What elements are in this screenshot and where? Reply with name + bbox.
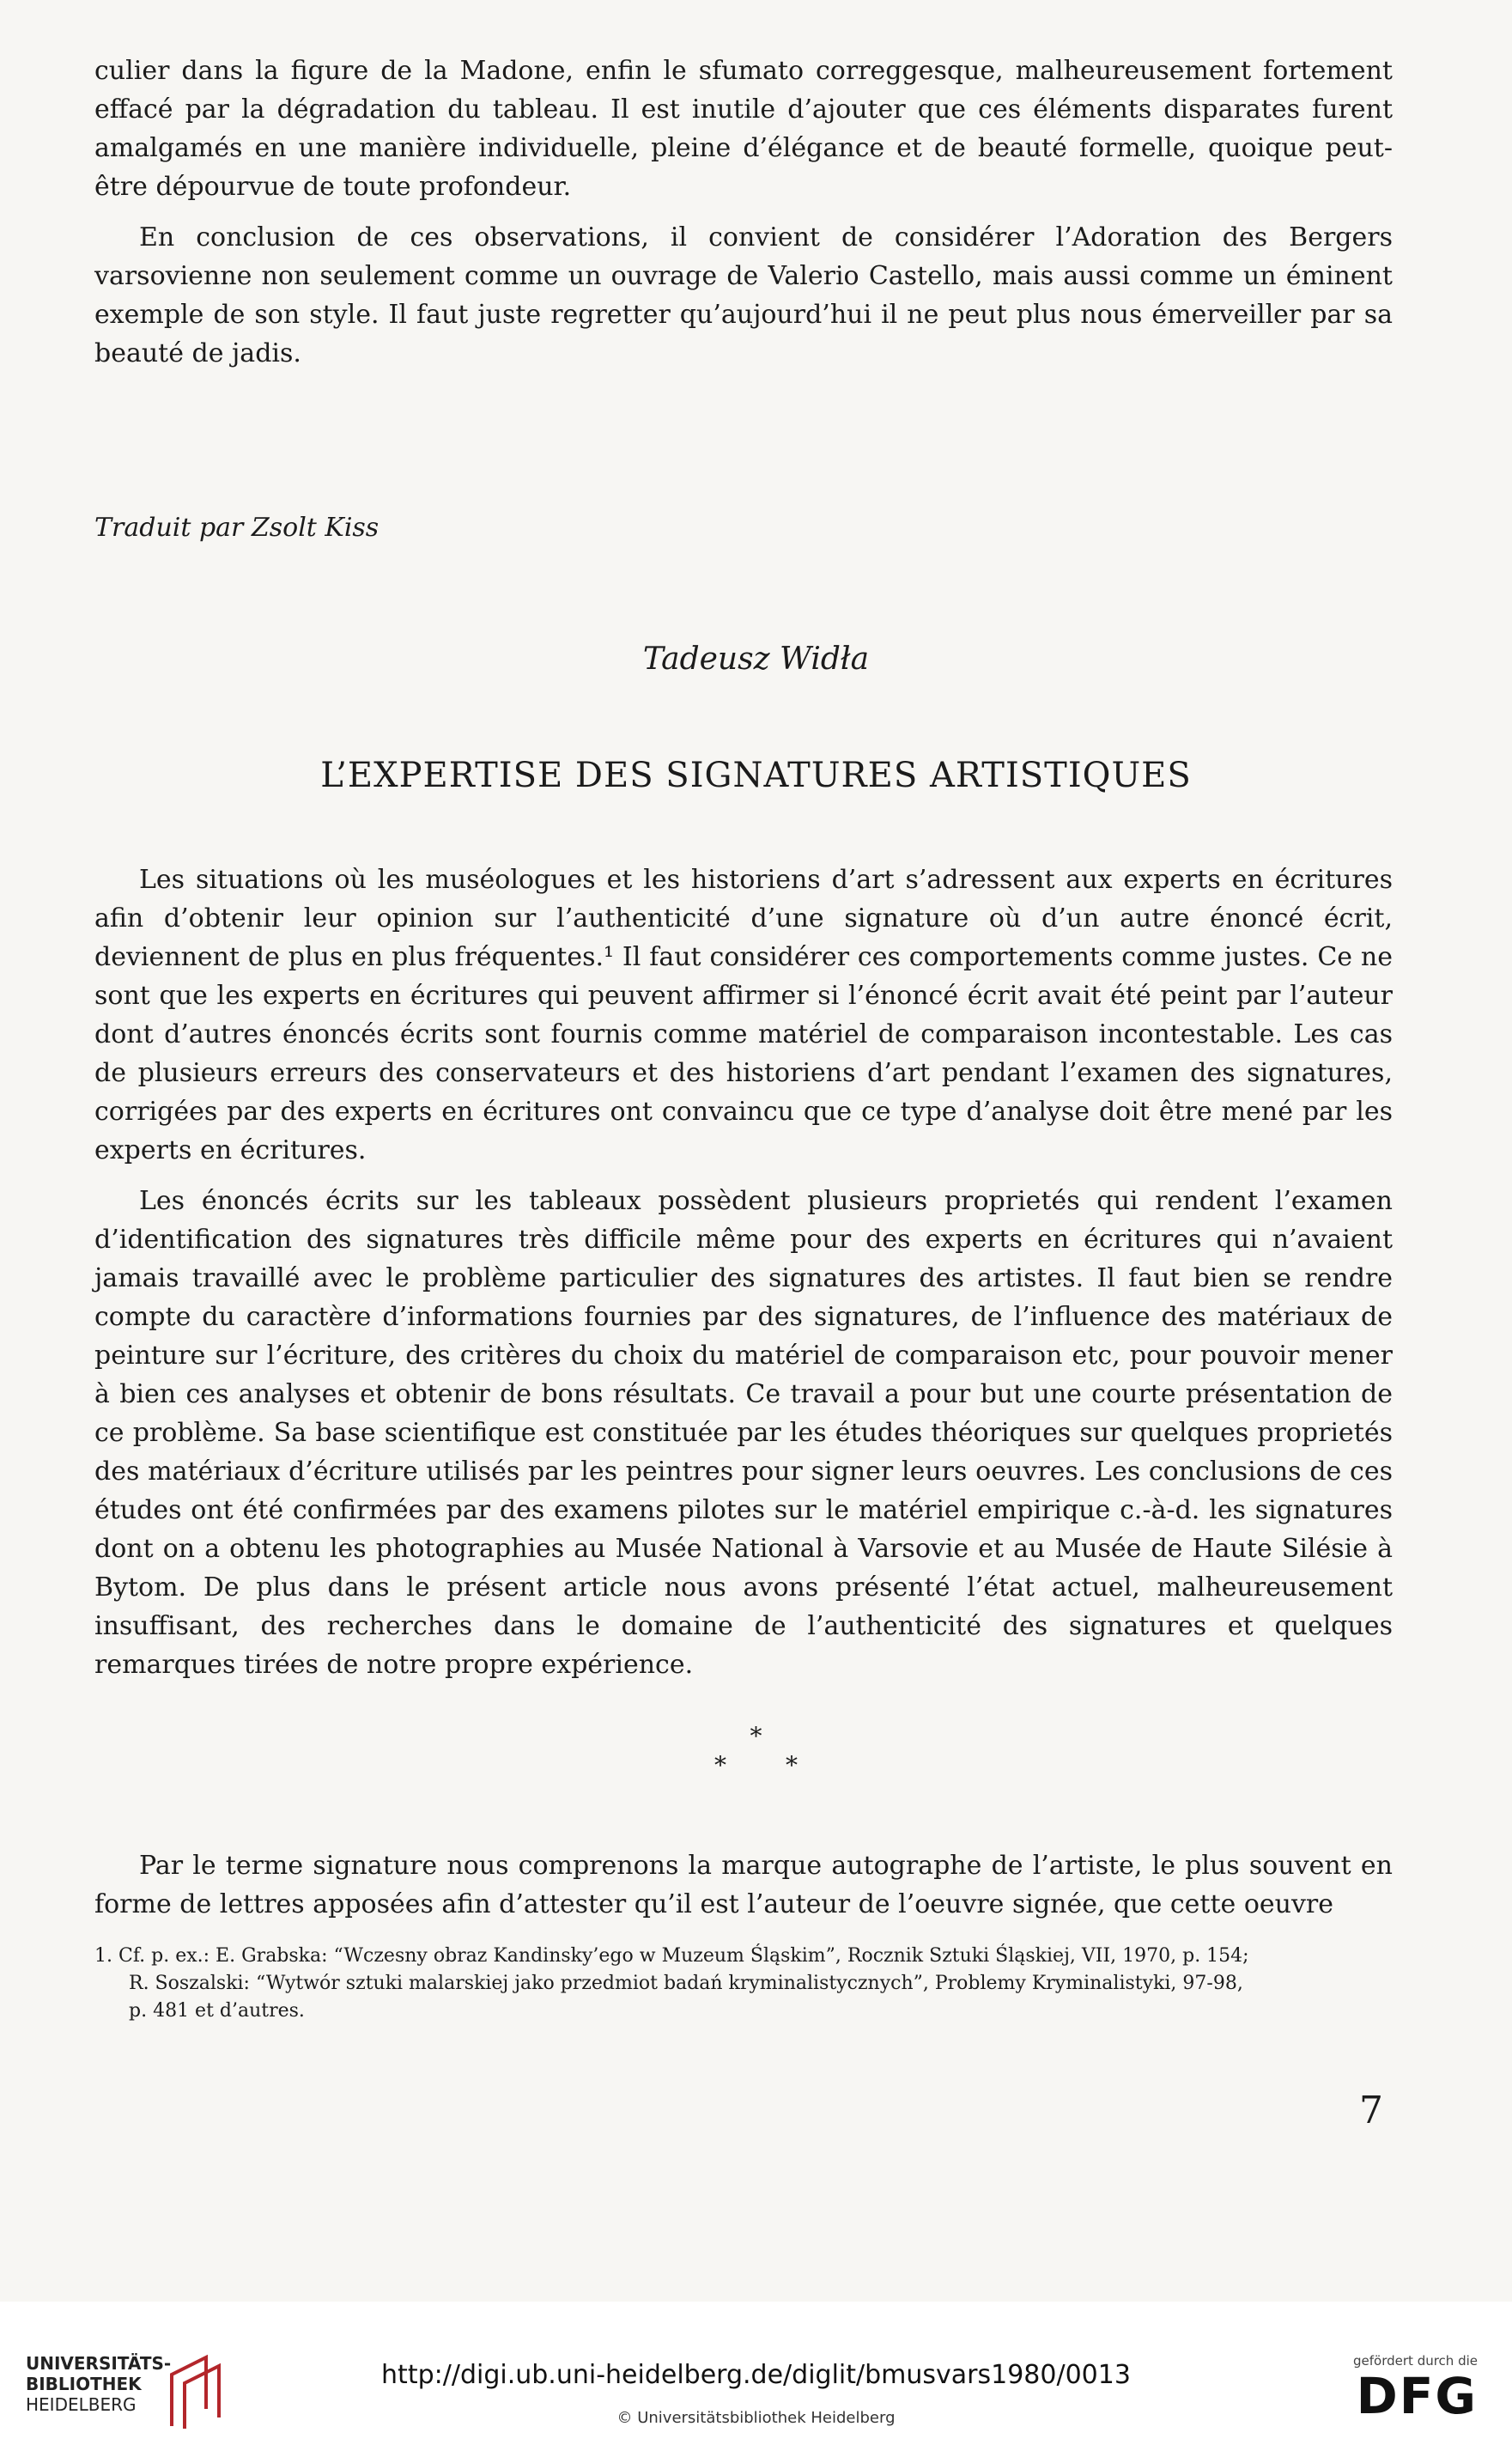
paragraph-intro: Les situations où les muséologues et les historiens d’art s’adressent aux experts en écritures afin d’obtenir leur opinion sur l’authenticité d’une signature où d’un autre énoncé écrit, deviennent de plus en plus fréquentes.¹ Il faut considérer ces comportements comme justes. Ce ne sont que les experts en écritures qui peuvent affirmer si l’énoncé écrit avait été peint par l’auteur dont d’autres énoncés écrits sont fournis comme matériel de comparaison incontestable. Les cas de plusieurs erreurs des conservateurs et des historiens d’art pendant l’examen des signatures, corrigées par des experts en écritures ont convaincu que ce type d’analyse doit être mené par les experts en écritures.	[94, 865, 1393, 1165]
page-number: 7	[1359, 2089, 1383, 2132]
translator-credit: Traduit par Zsolt Kiss	[94, 513, 380, 543]
funded-by-label: gefördert durch die	[1353, 2353, 1478, 2369]
footnotes	[94, 1943, 1393, 2025]
paragraph-conclusion: En conclusion de ces observations, il convient de considérer l’Adoration des Bergers varsovienne non seulement comme un ouvrage de Valerio Castello, mais aussi comme un éminent exemple de son style. Il faut juste regretter qu’aujourd’hui il ne peut plus nous émerveiller par sa beauté de jadis.	[94, 222, 1393, 368]
divider-stars-bottom: * *	[714, 1751, 798, 1779]
article-author: Tadeusz Widła	[642, 642, 870, 677]
source-url-link[interactable]: http://digi.ub.uni-heidelberg.de/diglit/bmusvars1980/0013	[381, 2360, 1131, 2390]
dfg-wordmark: DFG	[1356, 2367, 1478, 2425]
footnote-1: 1. Cf. p. ex.: E. Grabska: “Wczesny obraz Kandinsky’ego w Muzeum Śląskim”, Rocznik Sztuki Śląskiej, VII, 1970, p. 154;	[94, 1945, 1249, 1967]
section-text	[94, 1846, 1393, 1924]
footnote-1-cont: R. Soszalski: “Wytwór sztuki malarskiej jako przedmiot badań kryminalistycznych”, Problemy Kryminalistyki, 97-98,	[129, 1973, 1243, 1994]
section-divider	[0, 1722, 1512, 1780]
article-body	[94, 861, 1393, 1684]
digitization-footer	[0, 2319, 1512, 2457]
article-title: L’EXPERTISE DES SIGNATURES ARTISTIQUES	[320, 756, 1192, 795]
library-name: UNIVERSITÄTS- BIBLIOTHEK HEIDELBERG	[26, 2353, 172, 2415]
footnote-1-end: p. 481 et d’autres.	[129, 2000, 305, 2022]
paragraph-definition: Par le terme signature nous comprenons la marque autographe de l’artiste, le plus souvent en forme de lettres apposées afin d’attester qu’il est l’auteur de l’oeuvre signée, que cette oeuvre	[94, 1851, 1393, 1919]
continued-text	[94, 52, 1393, 373]
dfg-logo[interactable]	[1340, 2353, 1478, 2439]
paragraph-continuation: culier dans la figure de la Madone, enfin le sfumato correggesque, malheureusement fortement effacé par la dégradation du tableau. Il est inutile d’ajouter que ces éléments disparates furent amalgamés en une manière individuelle, pleine d’élégance et de beauté formelle, quoique peut-être dépourvue de toute profondeur.	[94, 56, 1393, 202]
divider-star-top: *	[750, 1722, 762, 1750]
copyright-notice: © Universitätsbibliothek Heidelberg	[616, 2409, 896, 2427]
paragraph-properties: Les énoncés écrits sur les tableaux possèdent plusieurs proprietés qui rendent l’examen d’identification des signatures très difficile même pour des experts en écritures qui n’avaient jamais travaillé avec le problème particulier des signatures des artistes. Il faut bien se rendre compte du caractère d’informations fournies par des signatures, de l’influence des matériaux de peinture sur l’écriture, des critères du choix du matériel de comparaison etc, pour pouvoir mener à bien ces analyses et obtenir de bons résultats. Ce travail a pour but une courte présentation de ce problème. Sa base scientifique est constituée par les études théoriques sur quelques proprietés des matériaux d’écriture utilisés par les peintres pour signer leurs oeuvres. Les conclusions de ces études ont été confirmées par des examens pilotes sur le matériel empirique c.-à-d. les signatures dont on a obtenu les photographies au Musée National à Varsovie et au Musée de Haute Silésie à Bytom. De plus dans le présent article nous avons présenté l’état actuel, malheureusement insuffisant, des recherches dans le domaine de l’authenticité des signatures et quelques remarques tirées de notre propre expérience.	[94, 1186, 1393, 1680]
